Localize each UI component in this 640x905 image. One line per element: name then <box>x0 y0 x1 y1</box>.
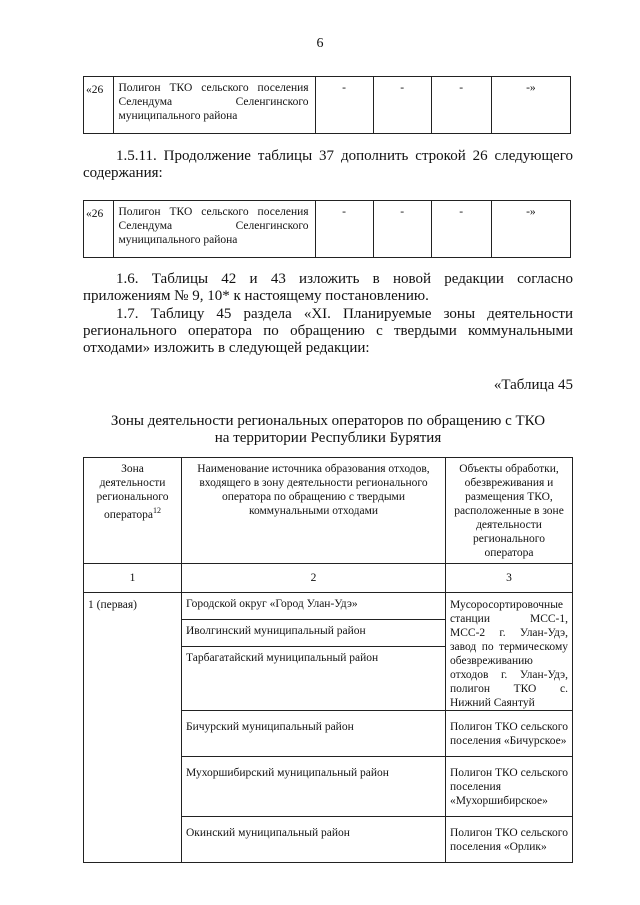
zone-cell: 1 (первая) <box>84 593 182 863</box>
table-row <box>84 77 571 134</box>
table-title <box>83 413 573 447</box>
table-45 <box>83 457 573 863</box>
column-number: 1 <box>84 564 182 593</box>
source-cell: Бичурский муниципальный район <box>182 711 446 757</box>
row-source-name: Полигон ТКО сельского поселения Селендума Селенгинского муниципального района <box>114 201 315 258</box>
row-source-name: Полигон ТКО сельского поселения Селендума Селенгинского муниципального района <box>114 77 315 134</box>
table-row <box>84 201 571 258</box>
row-cell: - <box>373 201 431 258</box>
table-number-row <box>84 564 573 593</box>
row-cell: - <box>373 77 431 134</box>
row-number: «26 <box>84 77 114 134</box>
table-header-row <box>84 458 573 564</box>
paragraph-1-6: 1.6. Таблицы 42 и 43 изложить в новой редакции согласно приложениям № 9, 10* к настоящему постановлению. <box>83 271 573 304</box>
table-label: «Таблица 45 <box>493 377 573 393</box>
source-cell: Иволгинский муниципальный район <box>182 620 446 647</box>
row-cell: - <box>431 77 491 134</box>
paragraph-1-5-11: 1.5.11. Продолжение таблицы 37 дополнить строкой 26 следующего содержания: <box>83 148 573 181</box>
source-cell: Городской округ «Город Улан-Удэ» <box>182 593 446 620</box>
header-zone <box>84 458 182 564</box>
footnote-mark: 12 <box>153 506 162 515</box>
table-title-line: Зоны деятельности региональных операторов по обращению с ТКО <box>110 413 546 429</box>
table-37-row-26-second <box>83 200 571 258</box>
header-source: Наименование источника образования отходов, входящего в зону деятельности регионального оператора по обращению с твердыми коммунальными отходами <box>182 458 446 564</box>
object-cell: Полигон ТКО сельского поселения «Орлик» <box>446 817 573 863</box>
row-cell: - <box>315 201 373 258</box>
row-cell: -» <box>491 77 570 134</box>
page-number: 6 <box>316 36 324 51</box>
row-number: «26 <box>84 201 114 258</box>
object-cell: Полигон ТКО сельского поселения «Бичурское» <box>446 711 573 757</box>
paragraph-1-7: 1.7. Таблицу 45 раздела «XI. Планируемые зоны деятельности регионального оператора по обращению с твердыми коммунальными отходами» изложить в следующей редакции: <box>83 306 573 356</box>
table-37-row-26-first <box>83 76 571 134</box>
header-zone-text: Зона деятельности регионального оператора <box>96 463 169 521</box>
source-cell: Тарбагатайский муниципальный район <box>182 647 446 711</box>
object-cell: Полигон ТКО сельского поселения «Мухоршибирское» <box>446 757 573 817</box>
source-cell: Мухоршибирский муниципальный район <box>182 757 446 817</box>
column-number: 2 <box>182 564 446 593</box>
row-cell: - <box>315 77 373 134</box>
merged-object-cell: Мусоросортировочные станции МСС-1, МСС-2 г. Улан-Удэ, завод по термическому обезвреживанию отходов г. Улан-Удэ, полигон ТКО с. Нижний Саянтуй <box>446 593 573 711</box>
row-cell: -» <box>491 201 570 258</box>
source-cell: Окинский муниципальный район <box>182 817 446 863</box>
row-cell: - <box>431 201 491 258</box>
table-title-line: на территории Республики Бурятия <box>214 430 442 446</box>
column-number: 3 <box>446 564 573 593</box>
table-row <box>84 593 573 620</box>
header-objects: Объекты обработки, обезвреживания и размещения ТКО, расположенные в зоне деятельности регионального оператора <box>446 458 573 564</box>
